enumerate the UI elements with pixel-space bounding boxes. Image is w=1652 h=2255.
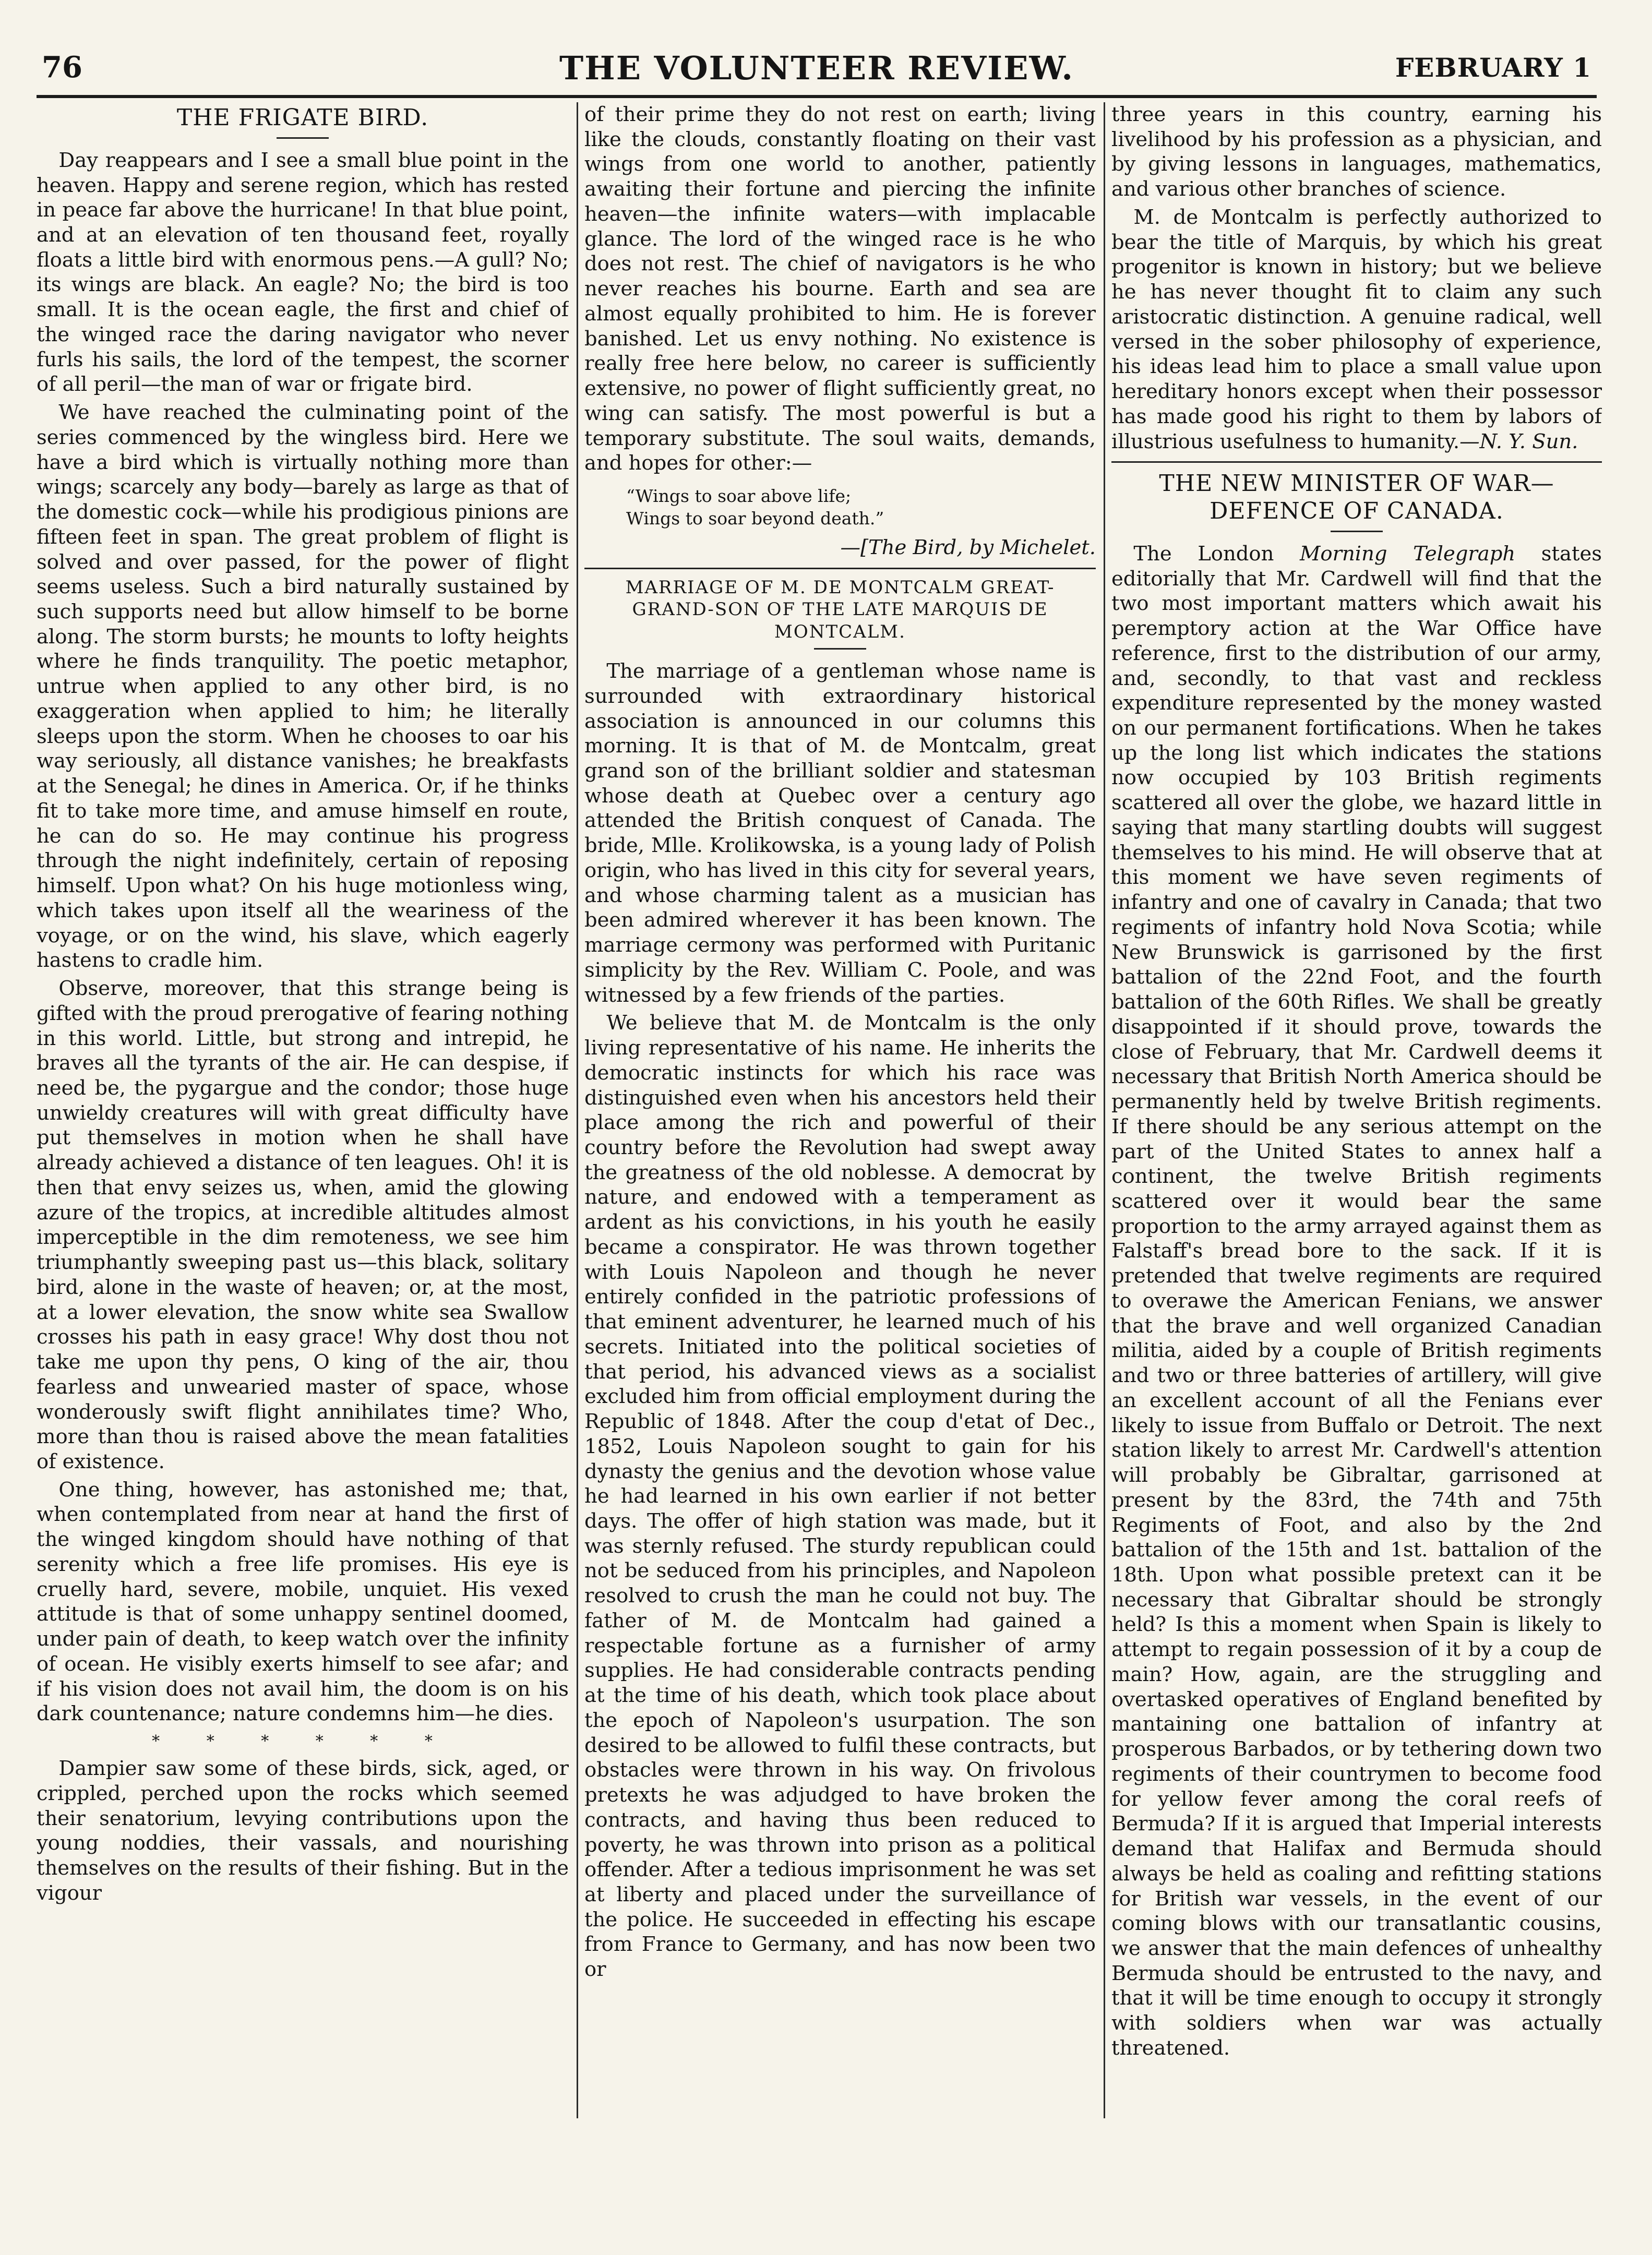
page-number: 76 [42,50,82,85]
page-header [37,47,1597,98]
marriage-paragraph: three years in this country, earning his livelihood by his profession as a physician, and by giving lessons in languages, mathematics, and various other branches of science. [1111,103,1602,201]
frigate-paragraph: Observe, moreover, that this strange being is gifted with the proud prerogative of fearing nothing in this world. Little, but strong and intrepid, he braves all the tyrants of the air. He can despise, if need be, the pygargue and the condor; those huge unwieldy creatures will with great difficulty have put themselves in motion when he shall have already achieved a distance of ten leagues. Oh! it is then that envy seizes us, when, amid the glowing azure of the tropics, at incredible altitudes almost imperceptible in the dim remoteness, we see him triumphantly sweeping past us—this black, solitary bird, alone in the waste of heaven; or, at the most, at a lower elevation, the snow white sea Swallow crosses his path in easy grace! Why dost thou not take me upon thy pens, O king of the air, thou fearless and unwearied master of space, whose wonderously swift flight annihilates time? Who, more than thou is raised above the mean fatalities of existence. [37,977,569,1473]
article-separator [584,568,1096,569]
column-1 [37,102,569,2119]
minister-article-title: THE NEW MINISTER OF WAR—DEFENCE OF CANADA. [1159,470,1554,525]
marriage-source: —N. Y. Sun. [1459,429,1578,453]
marriage-paragraph [1111,205,1602,454]
frigate-paragraph: Dampier saw some of these birds, sick, aged, or crippled, perched upon the rocks which seemed their senatorium, levying contributions upon the young noddies, their vassals, and nourishing themselves on the results of their fishing. But in the vigour [37,1757,569,1905]
marriage-paragraph: The marriage of a gentleman whose name is surrounded with extraordinary historical association is announced in our columns this morning. It is that of M. de Montcalm, great grand son of the brilliant soldier and statesman whose death at Quebec over a century ago attended the British conquest of Canada. The bride, Mlle. Krolikowska, is a young lady of Polish origin, who has lived in this city for several years, and whose charming talent as a musician has been admired wherever it has been known. The marriage cermony was performed with Puritanic simplicity by the Rev. William C. Poole, and was witnessed by a few friends of the parties. [584,659,1096,1007]
frigate-paragraph: of their prime they do not rest on earth; living like the clouds, constantly floating on their vast wings from one world to another, patiently awaiting their fortune and piercing the infinite heaven—the infinite waters—with implacable glance. The lord of the winged race is he who does not rest. The chief of navigators is he who never reaches his bourne. Earth and sea are almost equally prohibited to him. He is forever banished. Let us envy nothing. No existence is really free here below, no career is sufficiently extensive, no power of flight sufficiently great, no wing can satisfy. The most powerful is but a temporary substitute. The soul waits, demands, and hopes for other:— [584,103,1096,475]
frigate-paragraph: We have reached the culminating point of the series commenced by the wingless bird. Here we have a bird which is virtually nothing more than wings; scarcely any body—barely as large as that of the domestic cock—while his prodigious pinions are fifteen feet in span. The great problem of flight is solved and over passed, for the power of flight seems useless. Such a bird naturally sustained by such supports need but allow himself to be borne along. The storm bursts; he mounts to lofty heights where he finds tranquility. The poetic metaphor, untrue when applied to any other bird, is no exaggeration when applied to him; he literally sleeps upon the storm. When he chooses to oar his way seriously, all distance vanishes; he breakfasts at the Senegal; he dines in America. Or, if he thinks fit to take more time, and amuse himself en route, he can do so. He may continue his progress through the night indefinitely, certain of reposing himself. Upon what? On his huge motionless wing, which takes upon itself all the weariness of the voyage, or on the wind, his slave, which eagerly hastens to cradle him. [37,401,569,973]
frigate-article-title: THE FRIGATE BIRD. [176,104,429,131]
publication-title: THE VOLUNTEER REVIEW. [559,49,1074,87]
minister-paragraph [1111,542,1602,2061]
title-rule [277,137,329,139]
section-break-stars: * * * * * * [152,1732,453,1751]
marriage-article-title: MARRIAGE OF M. DE MONTCALM GREAT-GRAND-SON OF THE LATE MARQUIS DE MONTCALM. [625,577,1055,642]
minister-text: states editorially that Mr. Cardwell will find that the two most important matters which await his peremptory action at the War Office have reference, first to the distribution of our army, and, secondly, to that vast and reckless expenditure represented by the money wasted on our permanent fortifications. When he takes up the long list which indicates the stations now occupied by 103 British regiments scattered all over the globe, we hazard little in saying that many startling doubts will suggest themselves to his mind. He will observe that at this moment we have seven regiments of infantry and one of cavalry in Canada; that two regiments of infantry hold Nova Scotia; while New Brunswick is garrisoned by the first battalion of the 22nd Foot, and the fourth battalion of the 60th Rifles. We shall be greatly disappointed if it should prove, towards the close of February, that Mr. Cardwell deems it necessary that British North America should be permanently held by twelve British regiments. If there should be any serious attempt on the part of the United States to annex half a continent, the twelve British regiments scattered over it would bear the same proportion to the army arrayed against them as Falstaff's bread bore to the sack. If it is pretended that twelve regiments are required to overawe the American Fenians, we answer that the brave and well organized Canadian militia, aided by a couple of British regiments and two or three batteries of artillery, will give an excellent account of all the Fenians ever likely to issue from Buffalo or Detroit. The next station likely to arrest Mr. Cardwell's attention will probably be Gibraltar, garrisoned at present by the 83rd, the 74th and 75th Regiments of Foot, and also by the 2nd battalion of the 15th and 1st. battalion of the 18th. Upon what possible pretext can it be necessary that Gibraltar should be strongly held? Is this a moment when Spain is likely to attempt to regain possession of it by a coup de main? How, again, are the struggling and overtasked operatives of England benefited by mantaining one battalion of infantry at prosperous Barbados, or by tethering down two regiments of their countrymen to become food for yellow fever among the coral reefs of Bermuda? If it is argued that Imperial interests demand that Halifax and Bermuda should always be held as coaling and refitting stations for British war vessels, in the event of our coming blows with our transatlantic cousins, we answer that the main defences of unhealthy Bermuda should be entrusted to the navy, and that it will be time enough to occupy it strongly with soldiers when war was actually threatened. [1111,542,1602,2060]
column-divider [1104,102,1105,2118]
minister-text: The London [1133,542,1300,566]
article-separator [1111,461,1602,463]
column-divider [577,102,578,2118]
column-2 [584,102,1096,2119]
title-rule [814,648,866,650]
frigate-paragraph: One thing, however, has astonished me; that, when contemplated from near at hand the first of the winged kingdom should have nothing of that serenity which a free life promises. His eye is cruelly hard, severe, mobile, unquiet. His vexed attitude is that of some unhappy sentinel doomed, under pain of death, to keep watch over the infinity of ocean. He visibly exerts himself to see afar; and if his vision does not avail him, the doom is on his dark countenance; nature condemns him—he dies. [37,1478,569,1726]
title-rule [1331,531,1383,532]
poem-line: Wings to soar beyond death.” [626,508,884,529]
poem-line: “Wings to soar above life; [626,486,852,507]
frigate-paragraph: Day reappears and I see a small blue point in the heaven. Happy and serene region, which has rested in peace far above the hurricane! In that blue point, and at an elevation of ten thousand feet, royally floats a little bird with enormous pens.—A gull? No; its wings are black. An eagle? No; the bird is too small. It is the ocean eagle, the first and chief of the winged race the daring navigator who never furls his sails, the lord of the tempest, the scorner of all peril—the man of war or frigate bird. [37,148,569,397]
frigate-attribution: —[The Bird, by Michelet. [840,535,1096,559]
poem-quote [626,485,1096,530]
issue-date: FEBRUARY 1 [1395,52,1591,83]
marriage-paragraph-text: M. de Montcalm is perfectly authorized to bear the title of Marquis, by which his great progenitor is known in history; but we believe he has never thought fit to claim any such aristocratic distinction. A genuine radical, well versed in the sober philosophy of experience, his ideas lead him to place a small value upon hereditary honors except when their possessor has made good his right to them by labors of illustrious usefulness to humanity. [1111,205,1602,453]
newspaper-name: Morning Telegraph [1300,542,1516,566]
marriage-paragraph: We believe that M. de Montcalm is the only living representative of his name. He inherits the democratic instincts for which his race was distinguished even when his ancestors held their place among the rich and powerful of their country before the Revolution had swept away the greatness of the old noblesse. A democrat by nature, and endowed with a temperament as ardent as his convictions, in his youth he easily became a conspirator. He was thrown together with Louis Napoleon and though he never entirely confided in the patriotic professions of that eminent adventurer, he learned much of his secrets. Initiated into the political societies of that period, his advanced views as a socialist excluded him from official employment during the Republic of 1848. After the coup d'etat of Dec., 1852, Louis Napoleon sought to gain for his dynasty the genius and the devotion whose value he had learned in his own earlier if not better days. The offer of high station was made, but it was sternly refused. The sturdy republican could not be seduced from his principles, and Napoleon resolved to crush the man he could not buy. The father of M. de Montcalm had gained a respectable fortune as a furnisher of army supplies. He had considerable contracts pending at the time of his death, which took place about the epoch of Napoleon's usurpation. The son desired to be allowed to fulfil these contracts, but obstacles were thrown in his way. On frivolous pretexts he was adjudged to have broken the contracts, and having thus been reduced to poverty, he was thrown into prison as a political offender. After a tedious imprisonment he was set at liberty and placed under the surveillance of the police. He succeeded in effecting his escape from France to Germany, and has now been two or [584,1011,1096,1982]
column-3 [1111,102,1602,2119]
